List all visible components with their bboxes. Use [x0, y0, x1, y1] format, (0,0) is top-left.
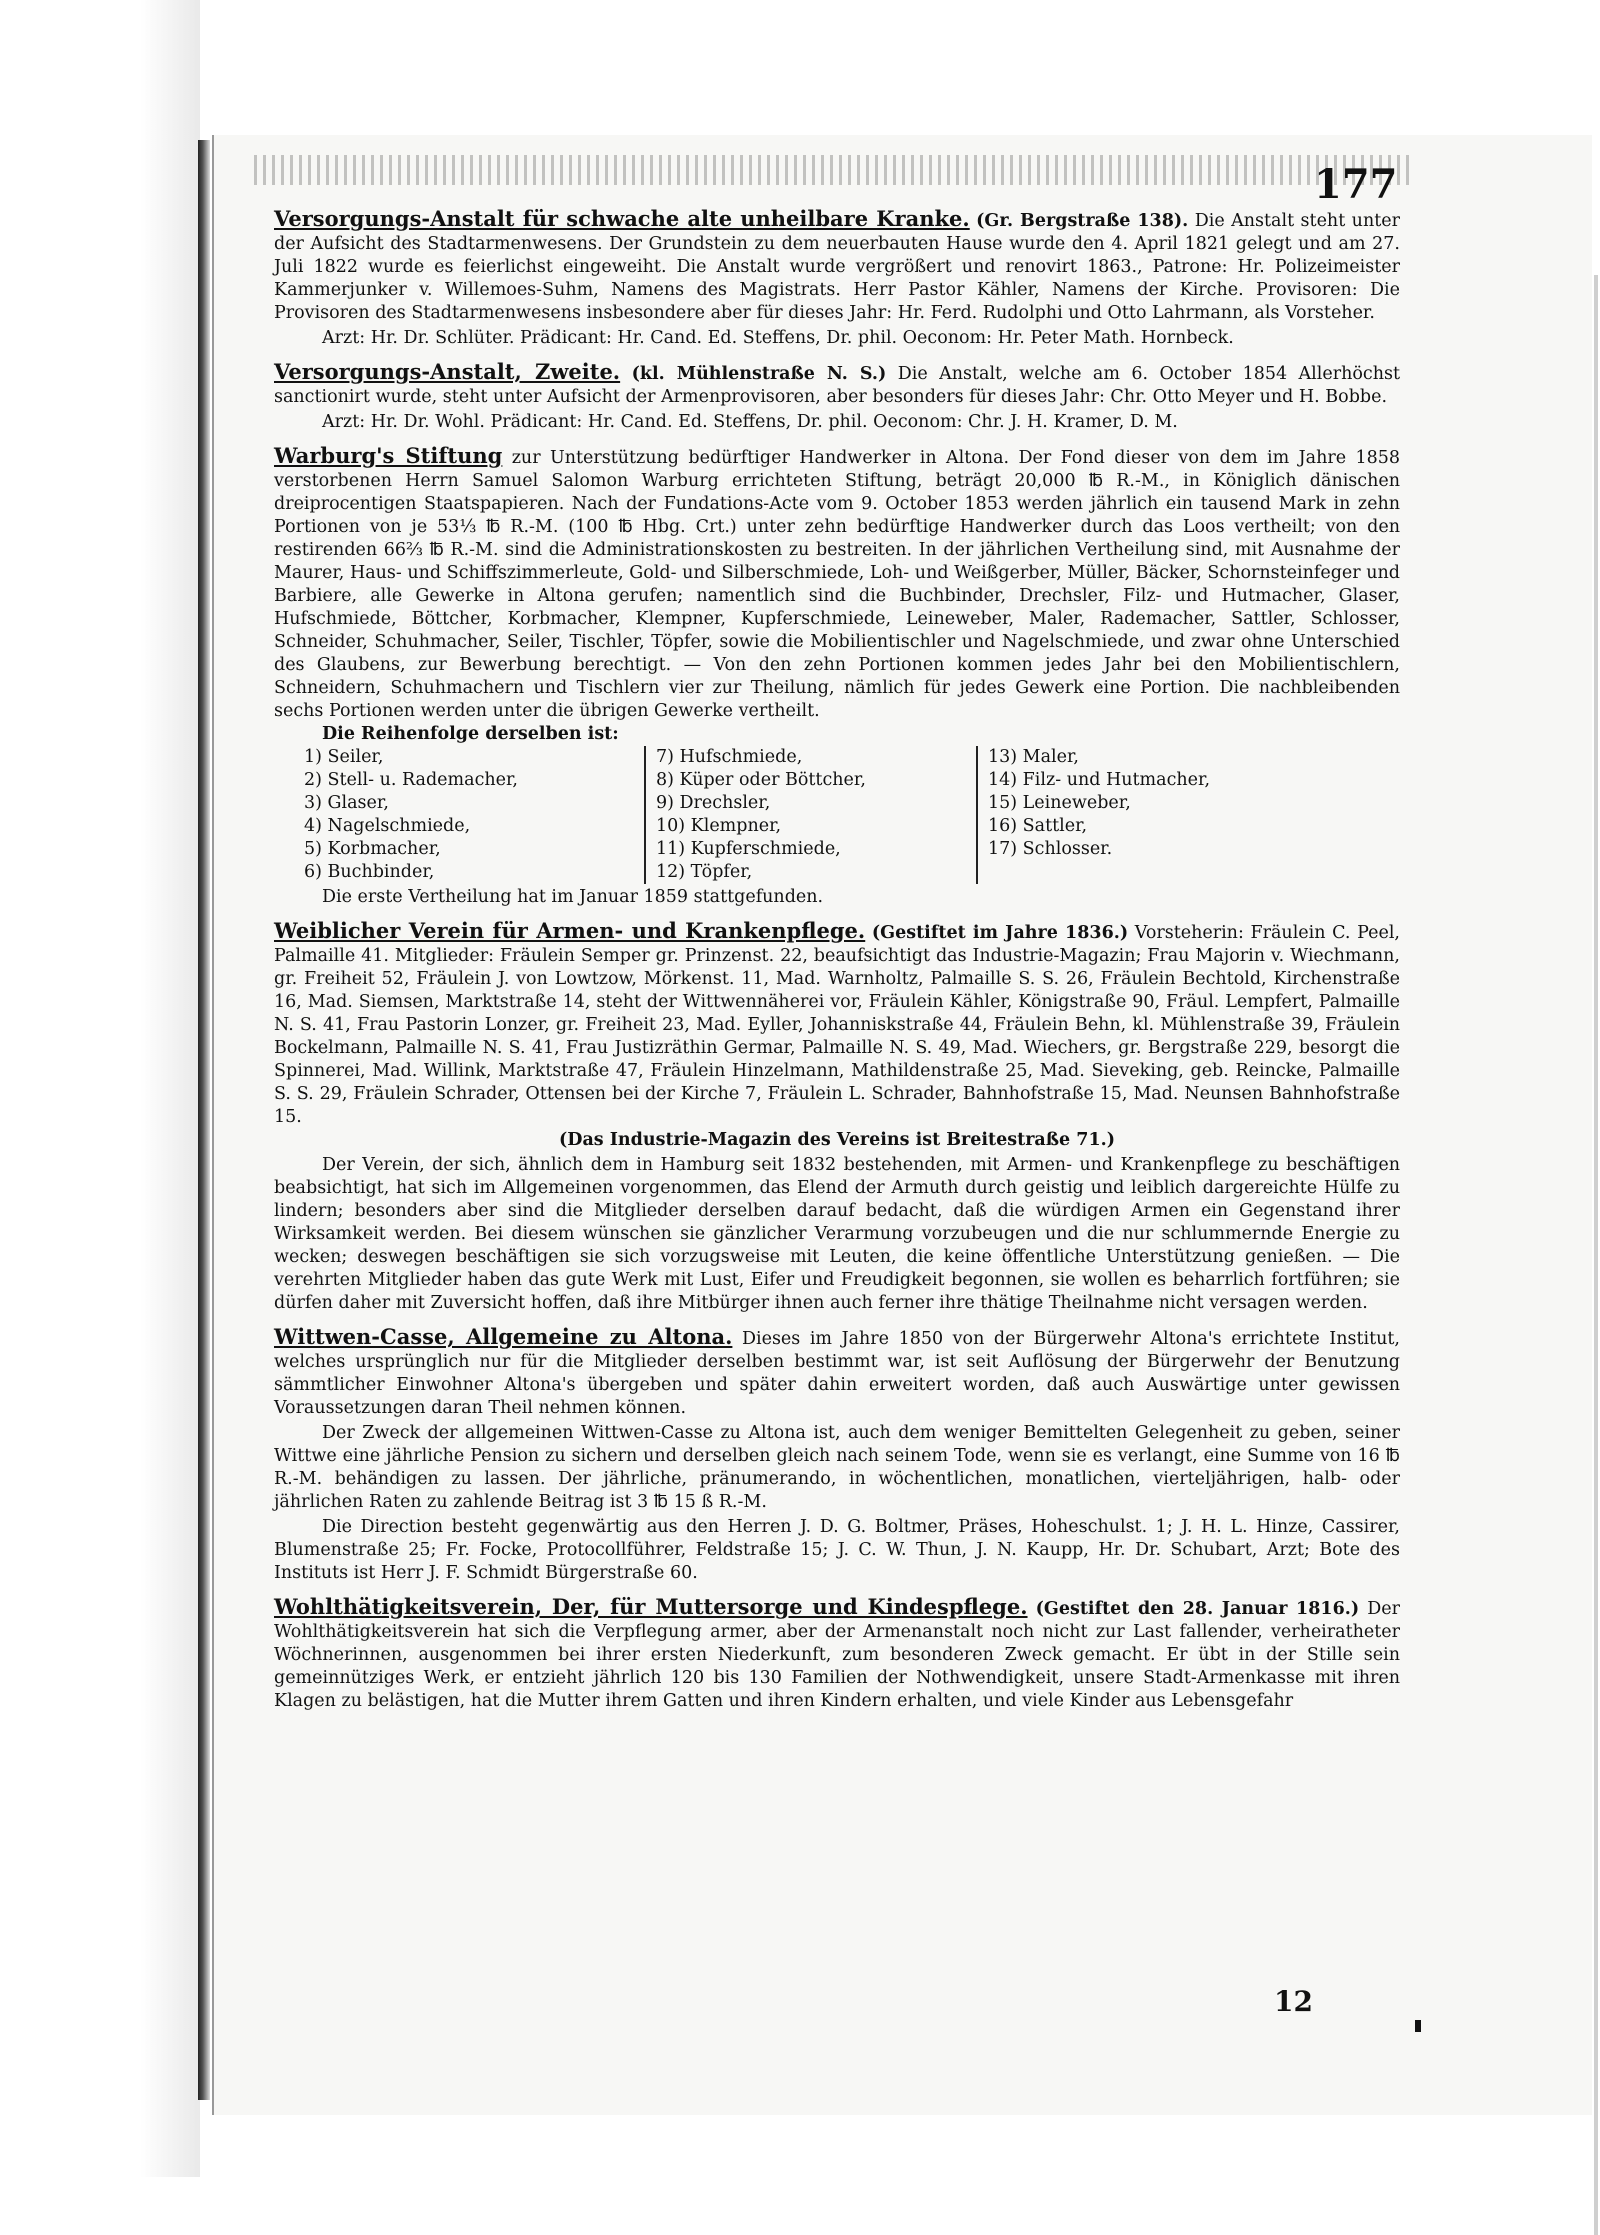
entry-paragraph: Der Wohlthätigkeitsverein hat sich die Verpflegung armer, aber der Armenanstalt noch nicht zur Last fallender, verheiratheter Wöchnerinnen, ausgenommen bei ihrer ersten Niederkunft, zum besonderen Zweck gemacht. Er übt in der Stille sein gemeinnütziges Werk, er entzieht jährlich 120 bis 130 Familien der Nothwendigkeit, unsere Stadt-Armenkasse mit ihren Klagen zu belästigen, hat die Mutter ihrem Gatten und ihren Kindern erhalten, und viele Kinder aus Lebensgefahr	[274, 1599, 1400, 1711]
list-item: 15) Leineweber,	[988, 793, 1131, 813]
entry-weiblicher-verein	[274, 919, 1400, 1315]
entry-heading-note: (kl. Mühlenstraße N. S.)	[631, 364, 887, 384]
list-column	[978, 746, 1298, 884]
entry-paragraph: Der Zweck der allgemeinen Wittwen-Casse zu Altona ist, auch dem weniger Bemittelten Gelegenheit zu geben, seiner Wittwe eine jährliche Pension zu sichern und derselben gleich nach seinem Tode, wenn sie es verlangt, eine Summe von 16 ℔ R.-M. behändigen zu lassen. Der jährliche, pränumerando, in wöchentlichen, monatlichen, vierteljährigen, halb- oder jährlichen Raten zu zahlende Beitrag ist 3 ℔ 15 ß R.-M.	[274, 1423, 1400, 1512]
entry-heading: Weiblicher Verein für Armen- und Krankenpflege.	[274, 918, 866, 943]
entry-paragraph: Dieses im Jahre 1850 von der Bürgerwehr Altona's errichtete Institut, welches ursprünglich nur für die Mitglieder derselben bestimmt war, ist seit Auflösung der Bürgerwehr der Benutzung sämmtlicher Einwohner Altona's übergeben und später dahin erweitert worden, daß auch Auswärtige unter gewissen Voraussetzungen daran Theil nehmen können.	[274, 1329, 1400, 1418]
entry-versorgungs-anstalt-zweite	[274, 360, 1400, 434]
scan-edge	[1594, 275, 1598, 2235]
entry-heading-note: (Gr. Bergstraße 138).	[976, 211, 1189, 231]
entry-paragraph: Die Direction besteht gegenwärtig aus den Herren J. D. G. Boltmer, Präses, Hoheschulst. 1; J. H. L. Hinze, Cassirer, Blumenstraße 25; Fr. Focke, Protocollführer, Feldstraße 15; J. C. W. Thun, J. N. Kaupp, Hr. Dr. Schubart, Arzt; Bote des Instituts ist Herr J. F. Schmidt Bürgerstraße 60.	[274, 1517, 1400, 1583]
entry-versorgungs-anstalt	[274, 207, 1400, 350]
list-item: 13) Maler,	[988, 747, 1079, 767]
entry-wohlthaetigkeitsverein	[274, 1595, 1400, 1713]
entry-heading: Wittwen-Casse, Allgemeine zu Altona.	[274, 1324, 733, 1349]
entry-heading-note: (Gestiftet im Jahre 1836.)	[871, 923, 1129, 943]
scan-noise	[254, 155, 1414, 185]
list-item: 16) Sattler,	[988, 816, 1088, 836]
list-item: 10) Klempner,	[656, 816, 782, 836]
page-binding-edge	[198, 140, 210, 2100]
list-item: 6) Buchbinder,	[304, 862, 435, 882]
list-item: 5) Korbmacher,	[304, 839, 441, 859]
list-item: 11) Kupferschmiede,	[656, 839, 841, 859]
list-item: 3) Glaser,	[304, 793, 389, 813]
page-number: 177	[1314, 161, 1398, 208]
entry-heading: Warburg's Stiftung	[274, 443, 503, 468]
list-item: 12) Töpfer,	[656, 862, 753, 882]
list-item: 17) Schlosser.	[988, 839, 1113, 859]
list-item: 4) Nagelschmiede,	[304, 816, 471, 836]
entry-warburgs-stiftung	[274, 444, 1400, 909]
entry-heading: Wohlthätigkeitsverein, Der, für Muttersorge und Kindespflege.	[274, 1594, 1028, 1619]
list-item: 8) Küper oder Böttcher,	[656, 770, 866, 790]
entry-paragraph: zur Unterstützung bedürftiger Handwerker in Altona. Der Fond dieser von dem im Jahre 1858 verstorbenen Herrn Samuel Salomon Warburg errichteten Stiftung, beträgt 20,000 ℔ R.-M., in Königlich dänischen dreiprocentigen Staatspapieren. Nach der Fundations-Acte vom 9. October 1853 werden jährlich ein tausend Mark in zehn Portionen von je 53⅓ ℔ R.-M. (100 ℔ Hbg. Crt.) unter zehn bedürftige Handwerker durch das Loos vertheilt; von den restirenden 66⅔ ℔ R.-M. sind die Administrationskosten zu bestreiten. In der jährlichen Vertheilung sind, mit Ausnahme der Maurer, Haus- und Schiffszimmerleute, Gold- und Silberschmiede, Loh- und Weißgerber, Müller, Bäcker, Schornsteinfeger und Barbiere, alle Gewerke in Altona gerufen; namentlich sind die Buchbinder, Drechsler, Filz- und Hutmacher, Glaser, Hufschmiede, Böttcher, Korbmacher, Klempner, Kupferschmiede, Leineweber, Maler, Rademacher, Sattler, Schlosser, Schneider, Schuhmacher, Seiler, Tischler, Töpfer, sowie die Mobilientischler und Nagelschmiede, und zwar ohne Unterschied des Glaubens, zur Bewerbung berechtigt. — Von den zehn Portionen kommen jedes Jahr bei den Mobilientischlern, Schneidern, Schuhmachern und Tischlern vier zur Theilung, nämlich für jedes Gewerk eine Portion. Die nachbleibenden sechs Portionen werden unter die übrigen Gewerke vertheilt.	[274, 448, 1400, 721]
page-signature: 12	[1274, 1985, 1313, 2018]
list-item: 9) Drechsler,	[656, 793, 771, 813]
scanned-page	[212, 135, 1592, 2115]
list-outro: Die erste Vertheilung hat im Januar 1859 stattgefunden.	[322, 887, 824, 907]
trade-order-list	[294, 746, 1400, 884]
list-item: 2) Stell- u. Rademacher,	[304, 770, 518, 790]
microfilm-margin	[0, 0, 200, 2177]
entry-paragraph: Arzt: Hr. Dr. Schlüter. Prädicant: Hr. Cand. Ed. Steffens, Dr. phil. Oeconom: Hr. Peter Math. Hornbeck.	[322, 328, 1234, 348]
entry-paragraph: Vorsteherin: Fräulein C. Peel, Palmaille 41. Mitglieder: Fräulein Semper gr. Prinzenst. 22, beaufsichtigt das Industrie-Magazin; Frau Majorin v. Wiechmann, gr. Freiheit 52, Fräulein J. von Lowtzow, Mörkenst. 11, Mad. Warnholtz, Palmaille S. S. 26, Fräulein Bechtold, Kirchenstraße 16, Mad. Siemsen, Marktstraße 14, steht der Wittwennäherei vor, Fräulein Kähler, Königstraße 90, Fräul. Lempfert, Palmaille N. S. 41, Frau Pastorin Lonzer, gr. Freiheit 23, Mad. Eyller, Johanniskstraße 44, Fräulein Behn, kl. Mühlenstraße 39, Fräulein Bockelmann, Palmaille N. S. 41, Frau Justizräthin Germar, Palmaille N. S. 49, Mad. Wiechers, gr. Bergstraße 229, besorgt die Spinnerei, Mad. Willink, Marktstraße 47, Fräulein Hinzelmann, Mathildenstraße 25, Mad. Sieveking, geb. Reincke, Palmaille S. S. 29, Fräulein Schrader, Ottensen bei der Kirche 7, Fräulein L. Schrader, Bahnhofstraße 15, Mad. Neunsen Bahnhofstraße 15.	[274, 923, 1400, 1127]
list-column	[294, 746, 646, 884]
entry-heading: Versorgungs-Anstalt, Zweite.	[274, 359, 621, 384]
entry-paragraph: Die Anstalt steht unter der Aufsicht des Stadtarmenwesens. Der Grundstein zu dem neuerbauten Hause wurde den 4. April 1821 gelegt und am 27. Juli 1822 wurde es feierlichst eingeweiht. Die Anstalt wurde vergrößert und renovirt 1863., Patrone: Hr. Polizeimeister Kammerjunker v. Willemoes-Suhm, Namens des Magistrats. Herr Pastor Kähler, Namens der Kirche. Provisoren: Die Provisoren des Stadtarmenwesens insbesondere aber für dieses Jahr: Hr. Ferd. Rudolphi und Otto Lahrmann, als Vorsteher.	[274, 211, 1400, 323]
entry-heading-note: (Gestiftet den 28. Januar 1816.)	[1035, 1599, 1360, 1619]
entry-paragraph: Die Anstalt, welche am 6. October 1854 Allerhöchst sanctionirt wurde, steht unter Aufsicht der Armenprovisoren, aber besonders für dieses Jahr: Chr. Otto Meyer und H. Bobbe.	[274, 364, 1400, 407]
print-mark	[1415, 2020, 1421, 2032]
center-note: (Das Industrie-Magazin des Vereins ist Breitestraße 71.)	[558, 1130, 1116, 1150]
entry-paragraph: Der Verein, der sich, ähnlich dem in Hamburg seit 1832 bestehenden, mit Armen- und Krankenpflege zu beschäftigen beabsichtigt, hat sich im Allgemeinen vorgenommen, das Elend der Armuth durch geistig und leiblich dargereichte Hülfe zu lindern; besonders aber sind die Mitglieder derselben darauf bedacht, daß die würdigen Armen ein Gegenstand ihrer Wirksamkeit werden. Bei diesem wünschen sie gänzlicher Verarmung vorzubeugen und die nur schlummernde Energie zu wecken; deswegen beschäftigen sie sich vorzugsweise mit Leuten, die keine öffentliche Unterstützung genießen. — Die verehrten Mitglieder haben das gute Werk mit Lust, Eifer und Freudigkeit begonnen, sie wollen es beharrlich fortführen; sie dürfen daher mit Zuversicht hoffen, daß ihre Mitbürger ihnen auch ferner ihre thätige Theilnahme nicht versagen werden.	[274, 1155, 1400, 1313]
entry-paragraph: Arzt: Hr. Dr. Wohl. Prädicant: Hr. Cand. Ed. Steffens, Dr. phil. Oeconom: Chr. J. H. Kramer, D. M.	[322, 412, 1178, 432]
page-content	[274, 207, 1400, 1723]
entry-wittwen-casse	[274, 1325, 1400, 1585]
list-item: 1) Seiler,	[304, 747, 384, 767]
list-item: 14) Filz- und Hutmacher,	[988, 770, 1211, 790]
list-item: 7) Hufschmiede,	[656, 747, 803, 767]
list-intro: Die Reihenfolge derselben ist:	[322, 724, 619, 744]
entry-heading: Versorgungs-Anstalt für schwache alte unheilbare Kranke.	[274, 206, 970, 231]
list-column	[646, 746, 978, 884]
